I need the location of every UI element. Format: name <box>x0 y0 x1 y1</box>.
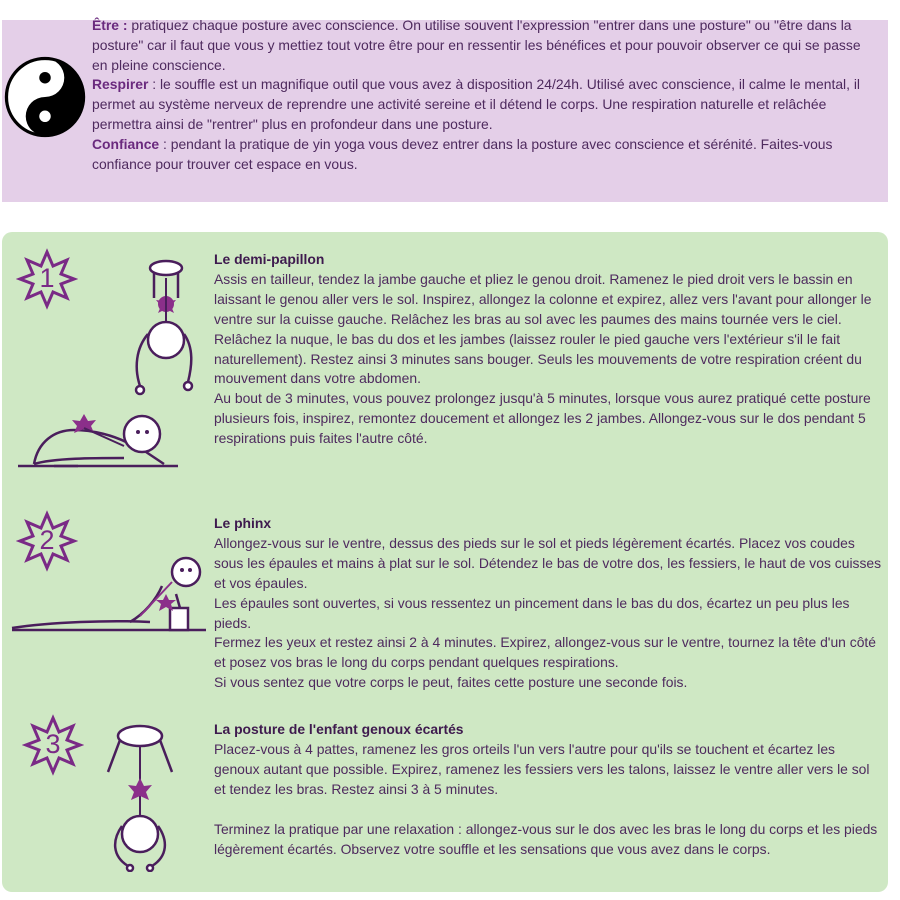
posture-1-number: 1 <box>39 263 55 293</box>
sphinx-figure-icon <box>10 552 210 638</box>
yin-yang-icon <box>4 56 86 138</box>
posture-3-title: La posture de l'enfant genoux écartés <box>214 721 464 737</box>
posture-2-paragraph: Allongez-vous sur le ventre, dessus des pieds sur le sol et pieds légèrement écartés. Placez vos coudes sous les épaules et mains à plat sur le sol. Détendez le bas de votre dos, les fessiers, le haut de vos cuisses et vos épaules. <box>214 534 882 591</box>
posture-3-number: 3 <box>45 729 61 759</box>
closing-paragraph: Terminez la pratique par une relaxation : allongez-vous sur le dos avec les bras le long du corps et les pieds légèrement écartés. Observez votre souffle et les sensations que vous avez dans le corps. <box>214 820 878 857</box>
posture-2-number: 2 <box>39 525 55 555</box>
forward-fold-figure-icon <box>14 408 184 470</box>
posture-1-paragraph: Au bout de 3 minutes, vous pouvez prolongez jusqu'à 5 minutes, lorsque vous aurez pratiqué cette posture plusieurs fois, inspirez, remontez doucement et allongez les 2 jambes. Allongez-vous sur le dos pendant 5 respirations puis faites l'autre côté. <box>214 390 871 447</box>
posture-2-paragraph: Fermez les yeux et restez ainsi 2 à 4 minutes. Expirez, allongez-vous sur le ventre, tournez la tête d'un côté et posez vos bras le long du corps pendant quelques respirations. <box>214 634 877 671</box>
posture-3-badge <box>22 714 84 776</box>
spacer <box>214 800 884 820</box>
posture-2-section <box>214 514 884 693</box>
posture-1-title: Le demi-papillon <box>214 251 325 267</box>
posture-3-paragraph: Placez-vous à 4 pattes, ramenez les gros orteils l'un vers l'autre pour qu'ils se touchent et écartez les genoux autant que possible. Expirez, ramenez les fessiers vers les talons, laissez le ventre aller vers le sol et tendez les bras. Restez ainsi 3 à 5 minutes. <box>214 740 870 797</box>
intro-paragraph-confiance: Confiance : pendant la pratique de yin yoga vous devez entrer dans la posture avec conscience et sérénité. Faites-vous confiance pour trouver cet espace en vous. <box>92 135 833 172</box>
posture-1-badge <box>16 248 78 310</box>
posture-2-paragraph: Les épaules sont ouvertes, si vous ressentez un pincement dans le bas du dos, écartez un peu plus les pieds. <box>214 594 850 631</box>
intro-paragraph-respirer: Respirer : le souffle est un magnifique outil que vous avez à disposition 24/24h. Utilisé avec conscience, il calme le mental, il permet au système nerveux de reprendre une activité sereine et il détend le corps. Une respiration naturelle et relâchée permettra ainsi de "rentrer" plus en profondeur dans une posture. <box>92 76 861 132</box>
posture-2-title: Le phinx <box>214 515 272 531</box>
posture-2-paragraph: Si vous sentez que votre corps le peut, faites cette posture une seconde fois. <box>214 674 688 691</box>
seated-figure-icon <box>118 258 204 398</box>
intro-text <box>92 16 877 174</box>
posture-1-paragraph: Assis en tailleur, tendez la jambe gauche et pliez le genou droit. Ramenez le pied droit vers le bassin en laissant le genou aller vers le sol. Inspirez, allongez la colonne et expirez, allez vers l'avant pour allonger le ventre sur la cuisse gauche. Relâchez les bras au sol avec les paumes des mains tournée vers le ciel. Relâchez la nuque, le bas du dos et les jambes (laissez rouler le pied gauche vers l'extérieur s'il le fait naturellement). Restez ainsi 3 minutes sans bouger. Seuls les mouvements de votre respiration créent du mouvement dans votre abdomen. <box>214 270 872 387</box>
posture-1-section <box>214 250 884 449</box>
child-pose-figure-icon <box>98 722 182 872</box>
posture-3-section <box>214 720 884 859</box>
intro-paragraph-etre: Être : pratiquez chaque posture avec conscience. On utilise souvent l'expression "entrer dans une posture" ou "être dans la posture" car il faut que vous y mettiez tout votre être pour en ressentir les bénéfices et pour pouvoir observer ce qui se passe en pleine conscience. <box>92 17 861 73</box>
